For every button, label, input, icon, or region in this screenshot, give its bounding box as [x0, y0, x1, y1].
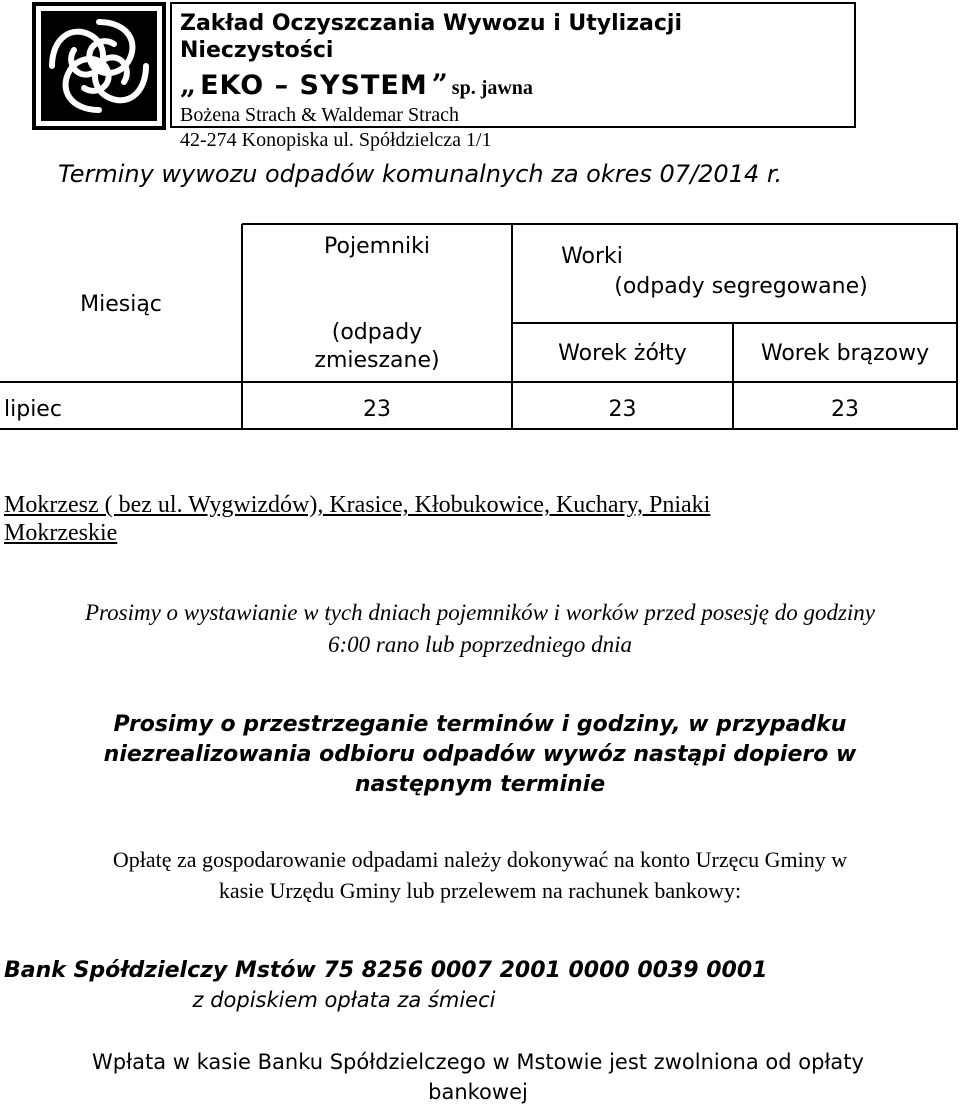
header-containers-line3: zmieszane) [314, 348, 440, 373]
close-quote: ” [431, 68, 448, 101]
villages-list [4, 491, 944, 547]
placement-notice-line2: 6:00 rano lub poprzedniego dnia [327, 632, 633, 657]
header-containers-line1: Pojemniki [324, 234, 430, 259]
company-owners: Bożena Strach & Waldemar Strach [180, 104, 460, 126]
company-address: 42-274 Konopiska ul. Spółdzielcza 1/1 [180, 129, 492, 151]
deadline-warning-line2: niezrealizowania odbioru odpadów wywóz nastąpi dopiero w [103, 742, 857, 767]
header-bags-line2: (odpady segregowane) [614, 274, 868, 299]
fee-exemption-line1: Wpłata w kasie Banku Spółdzielczego w Mstowie jest zwolniona od opłaty [92, 1050, 864, 1074]
brand-line [180, 68, 533, 101]
row-containers: 23 [363, 397, 391, 422]
company-logo [32, 2, 166, 130]
payment-info-line1: Opłatę za gospodarowanie odpadami należy dokonywać na konto Urzęcu Gminy w [112, 847, 848, 872]
page-title: Terminy wywozu odpadów komunalnych za okres 07/2014 r. [58, 160, 783, 188]
deadline-warning-line1: Prosimy o przestrzeganie terminów i godziny, w przypadku [113, 712, 847, 737]
fee-exemption-note [0, 1047, 956, 1107]
bank-account: Bank Spółdzielczy Mstów 75 8256 0007 2001 0000 0039 0001 [4, 958, 768, 983]
payment-info [0, 844, 960, 906]
villages-line2: Mokrzeskie [4, 520, 118, 546]
knot-logo-icon [32, 2, 166, 130]
bank-transfer-note: z dopiskiem opłata za śmieci [192, 988, 496, 1012]
villages-line1: Mokrzesz ( bez ul. Wygwizdów), Krasice, Kłobukowice, Kuchary, Pniaki [4, 492, 711, 518]
header-brown-bag: Worek brązowy [760, 341, 930, 366]
deadline-warning-line3: następnym terminie [354, 772, 606, 797]
company-name [180, 10, 740, 64]
company-name-line2: Nieczystości [180, 38, 334, 63]
deadline-warning [0, 710, 960, 800]
payment-info-line2: kasie Urzędu Gminy lub przelewem na rachunek bankowy: [218, 878, 742, 903]
header-month: Miesiąc [80, 292, 162, 317]
header-bags-line1: Worki [561, 244, 623, 269]
row-brown: 23 [831, 397, 859, 422]
open-quote: „ [180, 68, 197, 101]
company-name-line1: Zakład Oczyszczania Wywozu i Utylizacji [180, 11, 682, 36]
fee-exemption-line2: bankowej [428, 1080, 528, 1104]
schedule-table [0, 223, 958, 430]
header-yellow-bag: Worek żółty [558, 341, 687, 366]
brand-name: EKO – SYSTEM [200, 70, 428, 101]
legal-form: sp. jawna [451, 77, 533, 99]
placement-notice-line1: Prosimy o wystawianie w tych dniach pojemników i worków przed posesję do godziny [84, 600, 876, 625]
placement-notice [0, 597, 960, 661]
header-containers-line2: (odpady [331, 320, 423, 345]
row-yellow: 23 [608, 397, 637, 422]
row-month: lipiec [4, 397, 62, 422]
